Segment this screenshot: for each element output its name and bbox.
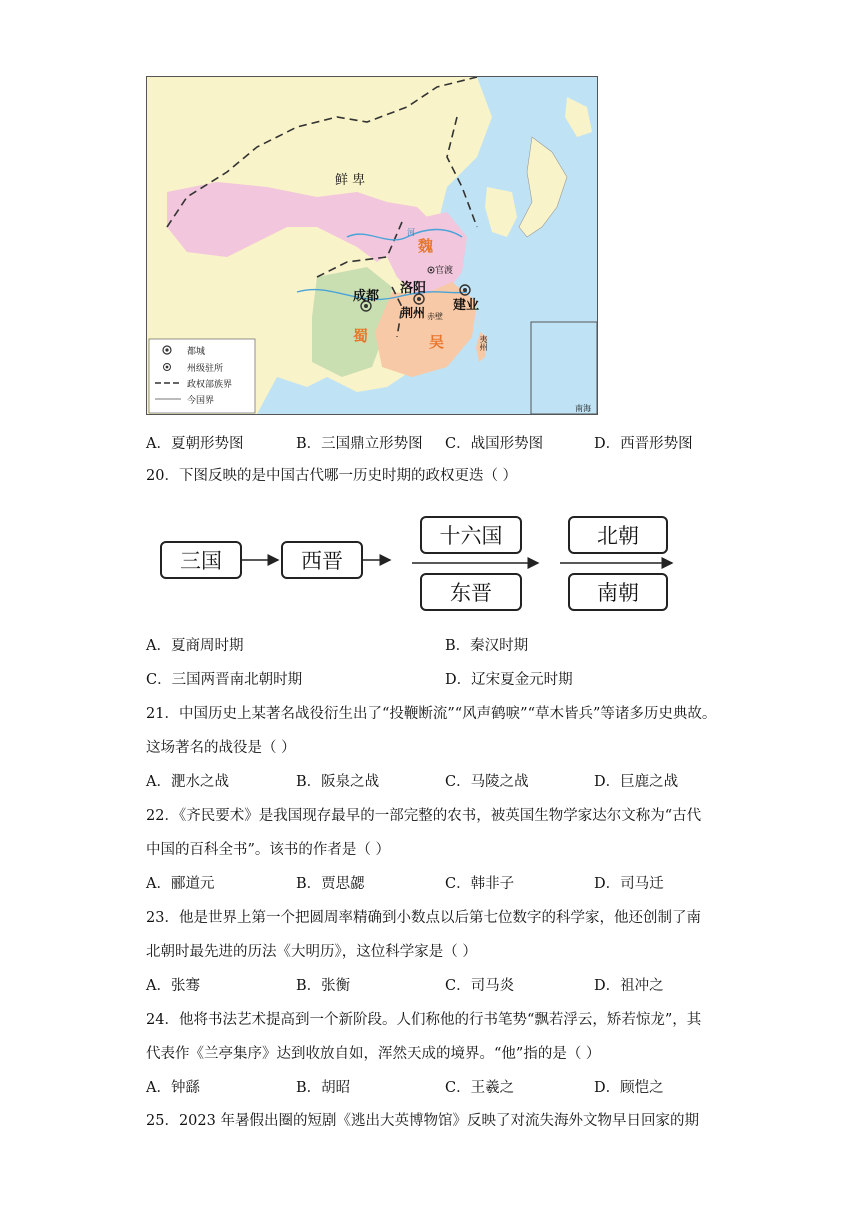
q23-option-a[interactable]: A．张骞: [146, 978, 200, 994]
q19-option-d[interactable]: D．西晋形势图: [594, 436, 693, 452]
jingzhou-label: 荆州: [401, 306, 426, 320]
q22-option-b[interactable]: B．贾思勰: [296, 876, 365, 892]
q22-stem-line2: 中国的百科全书”。该书的作者是（ ）: [146, 842, 391, 858]
q21-option-b[interactable]: B．阪泉之战: [296, 774, 380, 790]
wu-label: 吴: [429, 333, 445, 351]
box-sanguo: 三国: [160, 541, 242, 579]
shu-label: 蜀: [353, 327, 369, 345]
three-kingdoms-map: [146, 76, 598, 415]
q23-stem-line2: 北朝时最先进的历法《大明历》，这位科学家是（ ）: [146, 944, 477, 960]
flow-arrows: [150, 510, 690, 620]
q24-option-d[interactable]: D．顾恺之: [594, 1080, 664, 1096]
prefecture-symbol: [166, 366, 169, 369]
q23-stem-line1: 23．他是世界上第一个把圆周率精确到小数点以后第七位数字的科学家，他还创制了南: [146, 910, 701, 926]
wei-label: 魏: [418, 237, 434, 255]
xianbei-label: 鲜 卑: [335, 173, 366, 188]
q22-option-d[interactable]: D．司马迁: [594, 876, 664, 892]
q22-option-c[interactable]: C．韩非子: [445, 876, 515, 892]
q23-option-d[interactable]: D．祖冲之: [594, 978, 664, 994]
q24-option-b[interactable]: B．胡昭: [296, 1080, 351, 1096]
q19-option-b[interactable]: B．三国鼎立形势图: [296, 436, 423, 452]
q21-option-c[interactable]: C．马陵之战: [445, 774, 529, 790]
guandu-symbol: [430, 269, 432, 271]
chengdu-label: 成都: [353, 289, 380, 304]
q21-option-a[interactable]: A．淝水之战: [146, 774, 229, 790]
q20-stem: 20．下图反映的是中国古代哪一历史时期的政权更迭（ ）: [146, 468, 518, 484]
q25-stem-line1: 25．2023 年暑假出圈的短剧《逃出大英博物馆》反映了对流失海外文物早日回家的期: [146, 1113, 699, 1129]
legend-national: 今国界: [187, 396, 215, 406]
q21-stem-line1: 21．中国历史上某著名战役衍生出了“投鞭断流”“风声鹤唳”“草木皆兵”等诸多历史典故。: [146, 706, 717, 722]
q20-option-b[interactable]: B．秦汉时期: [445, 638, 529, 654]
legend-capital: 都城: [187, 347, 206, 357]
q22-option-a[interactable]: A．郦道元: [146, 876, 215, 892]
q23-option-c[interactable]: C．司马炎: [445, 978, 515, 994]
box-nanchao: 南朝: [568, 573, 668, 611]
south-sea-inset-label: 南海: [575, 404, 591, 413]
box-xijin: 西晋: [281, 541, 363, 579]
river-label: 河: [407, 228, 415, 237]
q22-stem-line1: 22．《齐民要术》是我国现存最早的一部完整的农书，被英国生物学家达尔文称为“古代: [146, 808, 702, 824]
q19-option-a[interactable]: A．夏朝形势图: [146, 436, 244, 452]
legend-prefecture: 州级驻所: [187, 364, 224, 374]
luoyang-label: 洛阳: [400, 281, 427, 296]
q21-stem-line2: 这场著名的战役是（ ）: [146, 740, 296, 756]
dynasty-flow-diagram: [150, 510, 690, 620]
q24-stem-line2: 代表作《兰亭集序》达到收放自如，浑然天成的境界。“他”指的是（ ）: [146, 1046, 601, 1062]
box-beichao: 北朝: [568, 516, 668, 554]
box-shiliuguo: 十六国: [420, 516, 522, 554]
q23-option-b[interactable]: B．张衡: [296, 978, 351, 994]
q24-option-a[interactable]: A．钟繇: [146, 1080, 200, 1096]
q20-option-a[interactable]: A．夏商周时期: [146, 638, 244, 654]
q21-option-d[interactable]: D．巨鹿之战: [594, 774, 679, 790]
q19-option-c[interactable]: C．战国形势图: [445, 436, 544, 452]
box-dongjin: 东晋: [420, 573, 522, 611]
q20-option-c[interactable]: C．三国两晋南北朝时期: [146, 672, 303, 688]
jianye-label: 建业: [453, 298, 480, 313]
south-sea-inset: [531, 322, 597, 414]
guandu-label: 官渡: [435, 266, 454, 276]
q24-option-c[interactable]: C．王羲之: [445, 1080, 515, 1096]
q24-stem-line1: 24．他将书法艺术提高到一个新阶段。人们称他的行书笔势“飘若浮云，矫若惊龙”，其: [146, 1012, 702, 1028]
q20-option-d[interactable]: D．辽宋夏金元时期: [445, 672, 573, 688]
yizhou-label: 夷州: [479, 335, 488, 351]
legend-boundary: 政权部族界: [187, 380, 233, 390]
chibi-label: 赤壁: [427, 312, 443, 321]
